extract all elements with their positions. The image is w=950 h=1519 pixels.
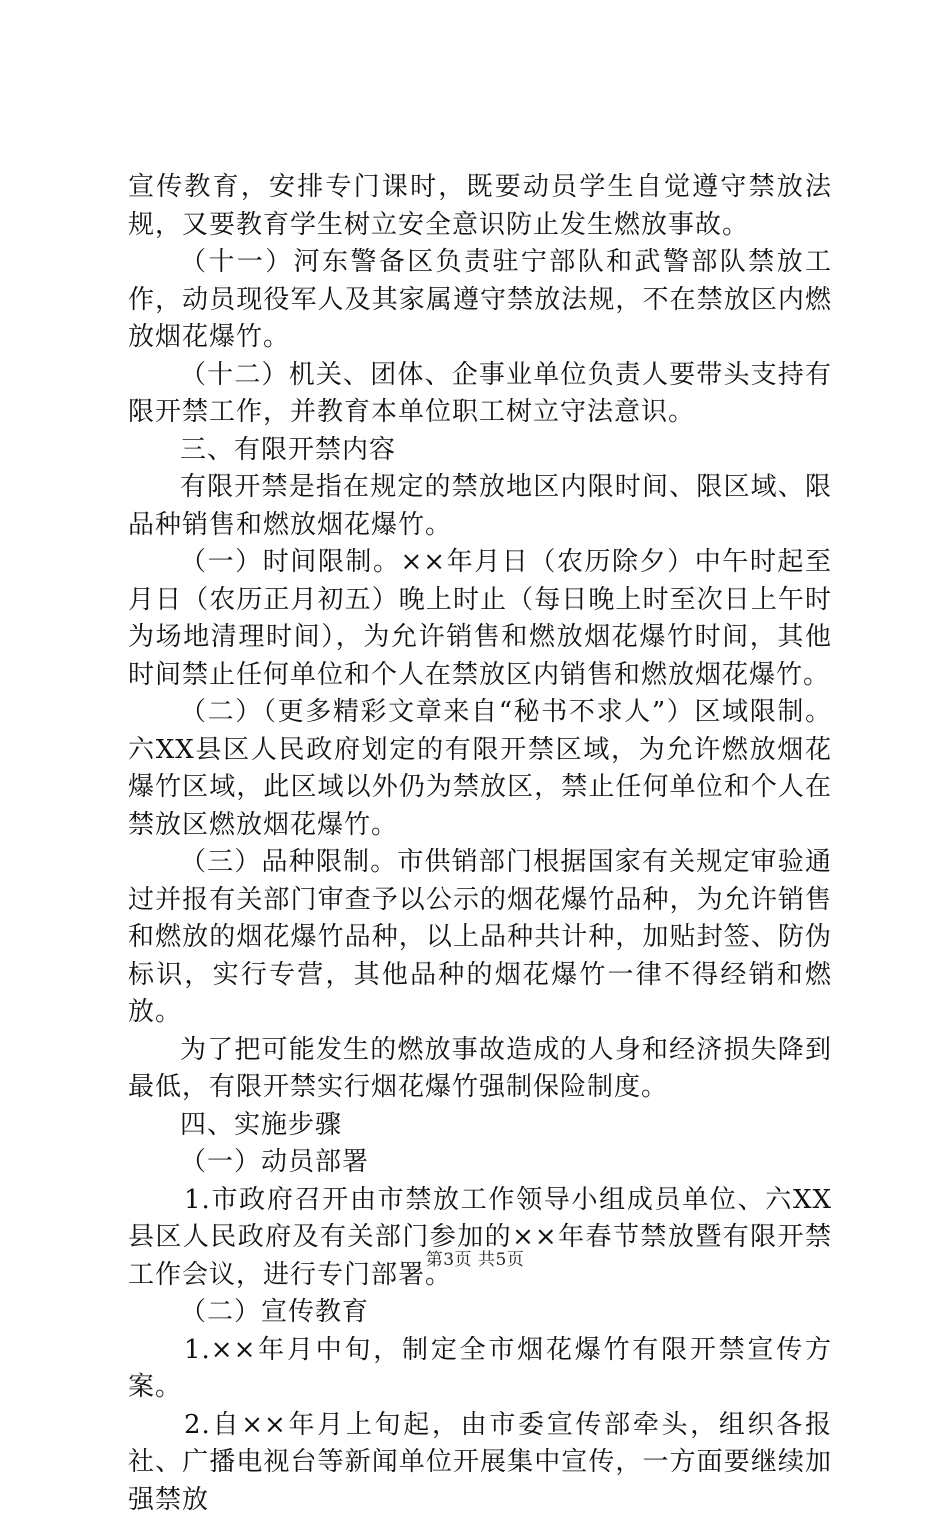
paragraph-9: 为了把可能发生的燃放事故造成的人身和经济损失降到最低，有限开禁实行烟花爆竹强制保险制度。: [128, 1032, 832, 1107]
section-heading-3: 三、有限开禁内容: [128, 432, 832, 470]
paragraph-12: 1.市政府召开由市禁放工作领导小组成员单位、六XX县区人民政府及有关部门参加的××年春节禁放暨有限开禁工作会议，进行专门部署。: [128, 1182, 832, 1295]
paragraph-15: 2.自××年月上旬起，由市委宣传部牵头，组织各报社、广播电视台等新闻单位开展集中宣传，一方面要继续加强禁放: [128, 1407, 832, 1519]
paragraph-1: 宣传教育，安排专门课时，既要动员学生自觉遵守禁放法规，又要教育学生树立安全意识防止发生燃放事故。: [128, 169, 832, 244]
paragraph-14: 1.××年月中旬，制定全市烟花爆竹有限开禁宣传方案。: [128, 1332, 832, 1407]
page-number-footer: 第3页 共5页: [0, 1245, 950, 1270]
paragraph-3: （十二）机关、团体、企事业单位负责人要带头支持有限开禁工作，并教育本单位职工树立守法意识。: [128, 357, 832, 432]
subheading-publicity: （二）宣传教育: [128, 1294, 832, 1332]
paragraph-5: 有限开禁是指在规定的禁放地区内限时间、限区域、限品种销售和燃放烟花爆竹。: [128, 469, 832, 544]
paragraph-6: （一）时间限制。××年月日（农历除夕）中午时起至月日（农历正月初五）晚上时止（每日晚上时至次日上午时为场地清理时间），为允许销售和燃放烟花爆竹时间，其他时间禁止任何单位和个人在禁放区内销售和燃放烟花爆竹。: [128, 544, 832, 694]
paragraph-2: （十一）河东警备区负责驻宁部队和武警部队禁放工作，动员现役军人及其家属遵守禁放法规，不在禁放区内燃放烟花爆竹。: [128, 244, 832, 357]
document-body: [128, 169, 832, 1519]
paragraph-7: （二）（更多精彩文章来自“秘书不求人”）区域限制。六XX县区人民政府划定的有限开禁区域，为允许燃放烟花爆竹区域，此区域以外仍为禁放区，禁止任何单位和个人在禁放区燃放烟花爆竹。: [128, 694, 832, 844]
section-heading-4: 四、实施步骤: [128, 1107, 832, 1145]
paragraph-8: （三）品种限制。市供销部门根据国家有关规定审验通过并报有关部门审查予以公示的烟花爆竹品种，为允许销售和燃放的烟花爆竹品种，以上品种共计种，加贴封签、防伪标识，实行专营，其他品种的烟花爆竹一律不得经销和燃放。: [128, 844, 832, 1032]
subheading-mobilize: （一）动员部署: [128, 1144, 832, 1182]
